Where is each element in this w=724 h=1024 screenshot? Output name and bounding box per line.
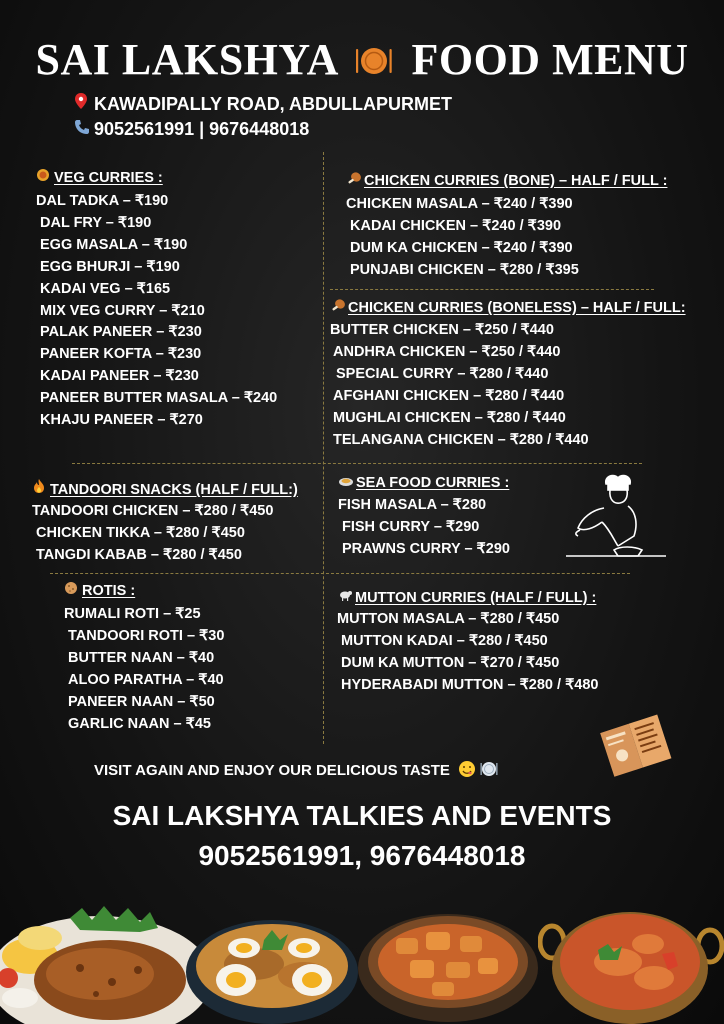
list-item: DAL TADKA – ₹190 <box>36 193 169 209</box>
list-item: PANEER BUTTER MASALA – ₹240 <box>40 390 278 407</box>
list-item: MUTTON KADAI – ₹280 / ₹450 <box>341 632 548 649</box>
fish-plate-icon <box>338 474 356 492</box>
list-item: KADAI CHICKEN – ₹240 / ₹390 <box>350 217 562 234</box>
visit-again-line <box>94 760 498 782</box>
rotis-list <box>64 604 224 735</box>
list-item: MUTTON MASALA – ₹280 / ₹450 <box>337 611 560 627</box>
veg-curries-section <box>36 168 277 432</box>
plate-icon <box>480 760 498 782</box>
divider-chicken <box>330 289 654 290</box>
list-item: TANDOORI ROTI – ₹30 <box>68 627 225 644</box>
heading-suffix: : <box>500 475 510 491</box>
goat-icon <box>337 588 355 607</box>
fire-icon <box>32 478 50 499</box>
list-item: TANGDI KABAB – ₹280 / ₹450 <box>36 546 242 563</box>
list-item: CHICKEN MASALA – ₹240 / ₹390 <box>346 196 573 212</box>
sea-food-section <box>338 474 510 561</box>
title-left: SAI LAKSHYA <box>35 35 337 84</box>
list-item: PRAWNS CURRY – ₹290 <box>342 540 510 557</box>
vertical-divider <box>323 152 324 744</box>
phone-text: 9052561991 | 9676448018 <box>94 119 310 139</box>
list-item: PUNJABI CHICKEN – ₹280 / ₹395 <box>350 261 579 278</box>
list-item: EGG MASALA – ₹190 <box>40 236 188 253</box>
chicken-bone-heading: CHICKEN CURRIES (BONE) – HALF / FULL : <box>346 171 667 190</box>
list-item: ALOO PARATHA – ₹40 <box>68 671 224 688</box>
heading-suffix: : <box>587 590 597 606</box>
chicken-boneless-list <box>330 320 686 451</box>
address-line <box>74 92 452 115</box>
list-item: BUTTER NAAN – ₹40 <box>68 649 215 666</box>
curry-plate-image <box>0 898 212 1024</box>
list-item: TANDOORI CHICKEN – ₹280 / ₹450 <box>32 503 274 519</box>
drumstick-icon <box>330 298 348 317</box>
chicken-bone-section <box>346 171 667 282</box>
curry-pot-image <box>538 906 724 1024</box>
list-item: DAL FRY – ₹190 <box>40 214 152 231</box>
mutton-heading: MUTTON CURRIES (HALF / FULL) : <box>337 588 599 607</box>
list-item: EGG BHURJI – ₹190 <box>40 258 180 275</box>
list-item: SPECIAL CURRY – ₹280 / ₹440 <box>336 365 549 382</box>
chicken-boneless-section <box>330 298 686 451</box>
mutton-section <box>337 588 599 697</box>
phone-icon <box>74 119 94 140</box>
list-item: MUGHLAI CHICKEN – ₹280 / ₹440 <box>333 409 566 426</box>
list-item: DUM KA CHICKEN – ₹240 / ₹390 <box>350 239 573 256</box>
mutton-list <box>337 609 599 697</box>
list-item: BUTTER CHICKEN – ₹250 / ₹440 <box>330 322 554 338</box>
phone-line <box>74 119 309 140</box>
veg-curries-list <box>36 191 277 432</box>
list-item: FISH CURRY – ₹290 <box>342 518 480 535</box>
chicken-curry-bowl-image <box>356 908 540 1024</box>
plate-cutlery-icon <box>354 38 394 89</box>
tandoori-section <box>32 478 298 567</box>
tandoori-heading: TANDOORI SNACKS (HALF / FULL:) <box>32 478 298 499</box>
list-item: KADAI PANEER – ₹230 <box>40 368 199 385</box>
list-item: HYDERABADI MUTTON – ₹280 / ₹480 <box>341 676 599 693</box>
list-item: PALAK PANEER – ₹230 <box>40 324 202 341</box>
divider-middle <box>72 463 642 464</box>
divider-lower <box>50 573 630 574</box>
list-item: CHICKEN TIKKA – ₹280 / ₹450 <box>36 524 245 541</box>
list-item: TELANGANA CHICKEN – ₹280 / ₹440 <box>333 431 589 448</box>
menu-card-illustration <box>598 708 678 789</box>
list-item: MIX VEG CURRY – ₹210 <box>40 302 205 319</box>
footer-business-name: SAI LAKSHYA TALKIES AND EVENTS <box>112 800 612 831</box>
rotis-heading: ROTIS : <box>64 581 224 600</box>
list-item: PANEER NAAN – ₹50 <box>68 693 215 710</box>
smile-icon <box>458 760 476 782</box>
list-item: RUMALI ROTI – ₹25 <box>64 606 201 622</box>
sea-food-list <box>338 495 510 561</box>
chef-illustration <box>562 470 672 567</box>
veg-curries-heading: VEG CURRIES : <box>36 168 277 187</box>
visit-text: VISIT AGAIN AND ENJOY OUR DELICIOUS TASTE <box>94 761 450 779</box>
list-item: DUM KA MUTTON – ₹270 / ₹450 <box>341 654 560 671</box>
list-item: GARLIC NAAN – ₹45 <box>68 715 211 732</box>
menu-title <box>0 34 724 89</box>
roti-icon <box>64 581 82 600</box>
list-item: ANDHRA CHICKEN – ₹250 / ₹440 <box>333 343 561 360</box>
map-pin-icon <box>74 92 94 115</box>
list-item: PANEER KOFTA – ₹230 <box>40 346 202 363</box>
tandoori-list <box>32 501 298 567</box>
curry-bowl-icon <box>36 168 54 187</box>
list-item: KADAI VEG – ₹165 <box>40 280 171 297</box>
list-item: KHAJU PANEER – ₹270 <box>40 412 203 429</box>
footer-phones: 9052561991, 9676448018 <box>198 840 526 871</box>
drumstick-icon <box>346 171 364 190</box>
chicken-bone-list <box>346 194 667 282</box>
rotis-section <box>64 581 224 735</box>
title-right: FOOD MENU <box>411 35 689 84</box>
list-item: FISH MASALA – ₹280 <box>338 497 487 513</box>
biryani-bowl-image <box>184 914 360 1024</box>
address-text: KAWADIPALLY ROAD, ABDULLAPURMET <box>94 94 453 114</box>
list-item: AFGHANI CHICKEN – ₹280 / ₹440 <box>333 387 565 404</box>
chicken-boneless-heading: CHICKEN CURRIES (BONELESS) – HALF / FULL: <box>330 298 686 317</box>
sea-food-heading: SEA FOOD CURRIES : <box>338 474 510 492</box>
